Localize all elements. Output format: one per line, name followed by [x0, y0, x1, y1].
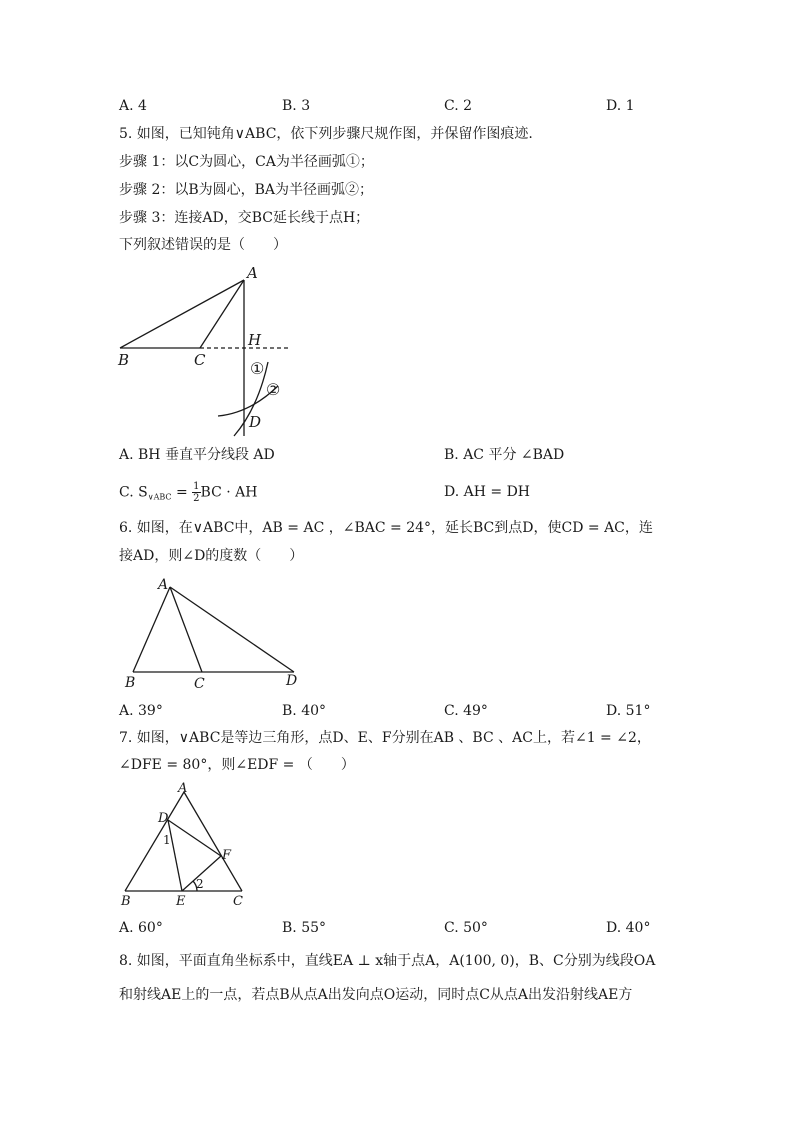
q6-option-d: D. 51°	[606, 703, 651, 719]
q4-option-d: D. 1	[606, 98, 635, 114]
q7-label-e: E	[176, 894, 186, 909]
q7-segment-df	[168, 820, 221, 856]
q8-line1: 8. 如图，平面直角坐标系中，直线EA ⊥ x轴于点A，A(100, 0)，B、C分别为线段OA	[119, 953, 656, 969]
q6-option-b: B. 40°	[282, 703, 327, 719]
q5-label-h: H	[248, 331, 262, 349]
q8-line2: 和射线AE上的一点，若点B从点A出发向点O运动，同时点C从点A出发沿射线AE方	[119, 987, 633, 1003]
q5-option-c-denominator: 2	[193, 493, 200, 504]
q6-segment-ad	[170, 587, 294, 672]
q5-option-c-prefix: C. S	[119, 484, 148, 501]
q6-figure	[118, 574, 308, 694]
q5-segment-ba	[120, 280, 244, 348]
q5-figure	[110, 258, 310, 443]
q7-label-a: A	[178, 781, 188, 796]
q7-option-c: C. 50°	[444, 920, 488, 936]
q4-option-a: A. 4	[119, 98, 147, 114]
q4-option-b: B. 3	[282, 98, 311, 114]
q5-option-c	[119, 481, 257, 507]
q4-option-c: C. 2	[444, 98, 473, 114]
q5-stem: 5. 如图，已知钝角∨ABC，依下列步骤尺规作图，并保留作图痕迹.	[119, 126, 533, 142]
q5-label-c: C	[194, 351, 206, 369]
q7-option-d: D. 40°	[606, 920, 651, 936]
q7-segment-ab	[125, 792, 184, 891]
q5-option-c-subscript: ∨ABC	[147, 492, 172, 502]
q5-step3: 步骤 3：连接AD，交BC延长线于点H；	[119, 210, 370, 226]
q5-step2: 步骤 2：以B为圆心，BA为半径画弧②；	[119, 182, 374, 198]
q5-label-b: B	[118, 351, 130, 369]
q7-figure	[115, 780, 255, 910]
q7-segment-de	[168, 820, 182, 891]
q5-option-c-fraction	[192, 481, 200, 504]
q5-option-c-numerator: 1	[193, 481, 200, 492]
q7-stem-line2: ∠DFE = 80°，则∠EDF = （ ）	[119, 757, 355, 773]
q6-label-c: C	[194, 676, 205, 692]
q5-option-c-equals: =	[171, 484, 193, 501]
q6-stem-line1: 6. 如图，在∨ABC中，AB = AC ，∠BAC = 24°，延长BC到点D，使CD = AC，连	[119, 520, 653, 536]
q7-segment-ca	[184, 792, 242, 891]
q5-prompt: 下列叙述错误的是（ ）	[119, 237, 287, 253]
q5-option-b: B. AC 平分 ∠BAD	[444, 447, 565, 463]
q6-label-d: D	[286, 673, 298, 689]
q7-label-c: C	[233, 894, 243, 909]
q7-label-d: D	[158, 811, 169, 826]
q6-option-a: A. 39°	[119, 703, 163, 719]
q7-label-angle1: 1	[163, 833, 171, 847]
q6-label-a: A	[158, 577, 169, 593]
q5-label-arc1: ①	[250, 359, 265, 378]
q5-label-d: D	[249, 413, 262, 431]
q6-segment-ac	[170, 587, 202, 672]
q7-label-angle2: 2	[196, 877, 204, 891]
q6-label-b: B	[125, 675, 136, 691]
q7-option-b: B. 55°	[282, 920, 327, 936]
q5-option-c-suffix: BC · AH	[200, 484, 258, 501]
q6-stem-line2: 接AD，则∠D的度数（ ）	[119, 548, 304, 564]
q5-label-a: A	[247, 264, 258, 282]
q5-label-arc2: ②	[266, 380, 281, 399]
q7-stem-line1: 7. 如图，∨ABC是等边三角形，点D、E、F分别在AB 、BC 、AC上，若∠1 = ∠2，	[119, 730, 651, 746]
q6-segment-ab	[133, 587, 170, 672]
q5-step1: 步骤 1：以C为圆心，CA为半径画弧①；	[119, 154, 374, 170]
q5-option-a: A. BH 垂直平分线段 AD	[119, 447, 275, 463]
q7-label-b: B	[121, 894, 131, 909]
q7-option-a: A. 60°	[119, 920, 163, 936]
q6-option-c: C. 49°	[444, 703, 488, 719]
q5-segment-ca	[200, 280, 244, 348]
q7-label-f: F	[222, 848, 232, 863]
q5-option-d: D. AH = DH	[444, 484, 531, 500]
